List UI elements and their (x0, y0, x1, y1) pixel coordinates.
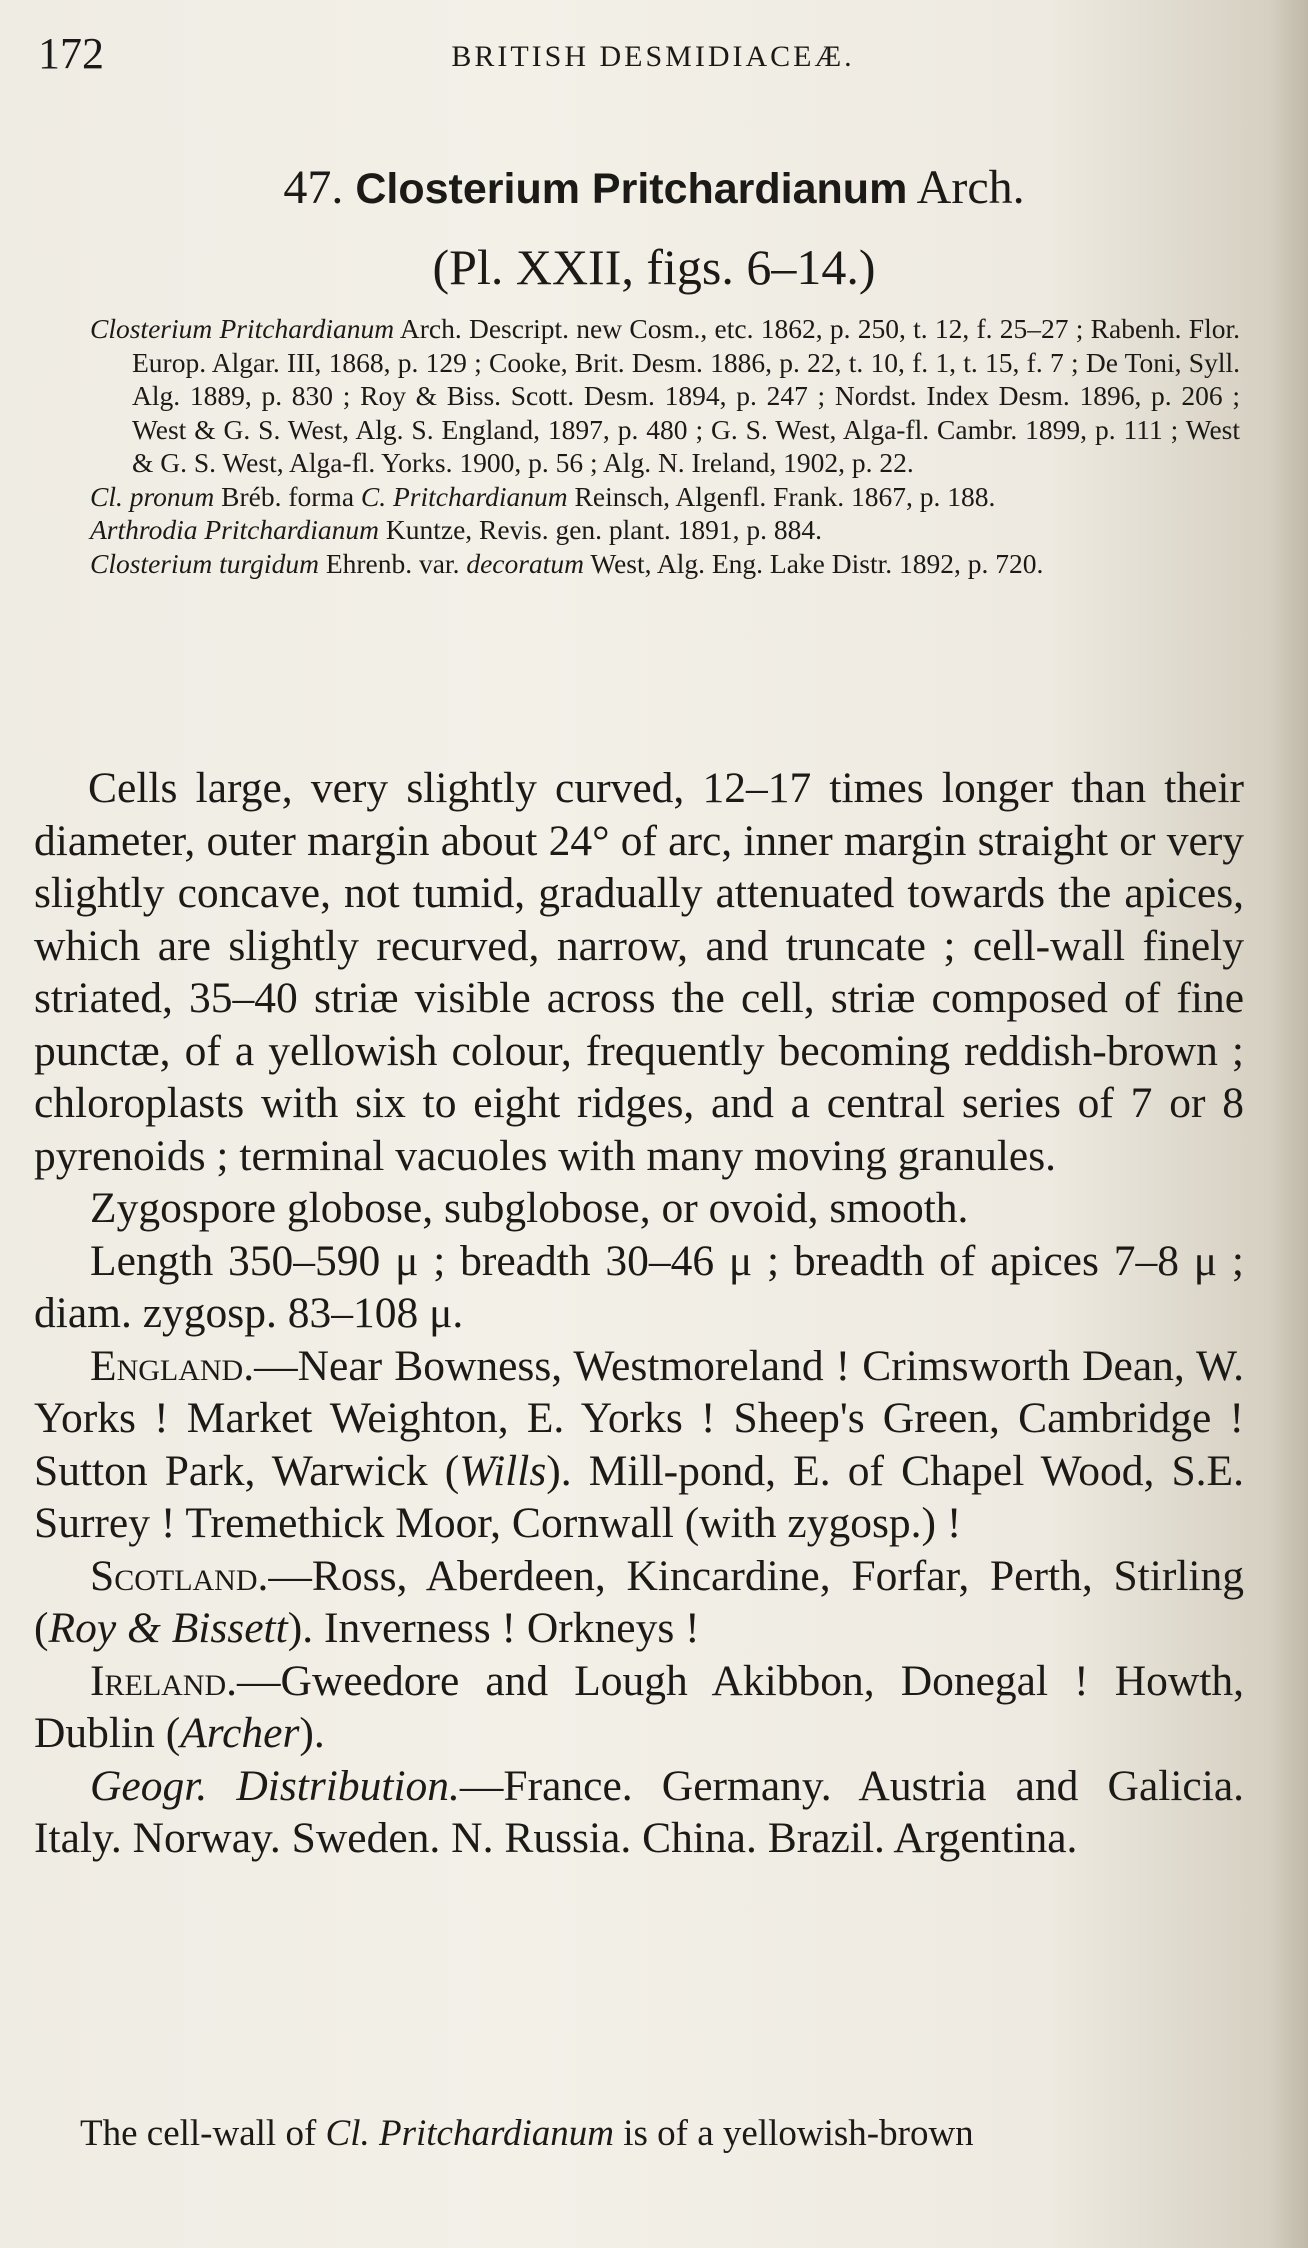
synonym-entry (90, 513, 1240, 547)
plate-reference: (Pl. XXII, figs. 6–14.) (432, 239, 876, 295)
distribution-label: Geogr. Distribution. (90, 1761, 460, 1810)
synonym-taxon: Closterium turgidum (90, 547, 319, 579)
distribution-text: —France. Germany. Austria and Galicia. Italy. Norway. Sweden. N. Russia. China. Brazil. Argentina. (34, 1761, 1245, 1862)
footer-text: is of a yellowish-brown (614, 2113, 974, 2154)
region-text: ). (299, 1709, 325, 1757)
geographic-distribution (34, 1760, 1244, 1865)
synonym-taxon: Arthrodia Pritchardianum (90, 514, 380, 545)
collector-name: Archer (180, 1709, 300, 1757)
footer-text: The cell-wall of (80, 2113, 326, 2154)
scotland-records (34, 1550, 1244, 1655)
synonym-citation: Bréb. forma (214, 480, 361, 512)
description-paragraph: Cells large, very slightly curved, 12–17 times longer than their diameter, outer margin about 24° of arc, inner margin straight or very slightly concave, not tumid, gradually attenuated towards the apices, which are slightly recurved, narrow, and truncate ; cell-wall finely striated, 35–40 striæ visible across the cell, striæ composed of fine punctæ, of a yellowish colour, frequently becoming reddish-brown ; chloroplasts with six to eight ridges, and a central series of 7 or 8 pyrenoids ; terminal vacuoles with many moving granules. (34, 764, 1244, 1180)
page-number: 172 (38, 29, 104, 78)
synonym-taxon: decoratum (466, 547, 584, 579)
region-text: —Gweedore and Lough Akibbon, Donegal ! Howth, Dublin ( (34, 1656, 1244, 1757)
synonym-citation: Ehrenb. var. (318, 547, 467, 579)
synonym-entry (90, 312, 1240, 480)
synonym-citation: West, Alg. Eng. Lake Distr. 1892, p. 720. (583, 547, 1044, 579)
region-text: ). Mill-pond, E. of Chapel Wood, S.E. Surrey ! Tremethick Moor, Cornwall (with zygosp.) ! (34, 1446, 1244, 1547)
synonymy-list (90, 312, 1240, 580)
synonym-entry (90, 480, 1240, 514)
continuation-line (40, 2112, 1280, 2155)
synonym-taxon: Cl. pronum (90, 480, 215, 512)
synonym-citation: Kuntze, Revis. gen. plant. 1891, p. 884. (379, 514, 823, 545)
zygospore-paragraph: Zygospore globose, subglobose, or ovoid, smooth. (90, 1184, 969, 1232)
region-text: —Ross, Aberdeen, Kincardine, Forfar, Perth, Stirling ( (34, 1551, 1244, 1652)
region-label: Scotland. (90, 1551, 269, 1600)
species-title (0, 160, 1308, 215)
species-number: 47. (283, 161, 344, 214)
species-author: Arch. (916, 161, 1025, 214)
ireland-records (34, 1655, 1244, 1760)
collector-name: Wills (459, 1446, 547, 1495)
footer-taxon: Cl. Pritchardianum (325, 2113, 614, 2154)
page-header (38, 28, 1268, 88)
synonym-citation: Arch. Descript. new Cosm., etc. 1862, p. 250, t. 12, f. 25–27 ; Rabenh. Flor. Europ. Algar. III, 1868, p. 129 ; Cooke, Brit. Desm. 1886, p. 22, t. 10, f. 1, t. 15, f. 7 ; De Toni, Syll. Alg. 1889, p. 830 ; Roy & Biss. Scott. Desm. 1894, p. 247 ; Nordst. Index Desm. 1896, p. 206 ; West & G. S. West, Alg. S. England, 1897, p. 480 ; G. S. West, Alga-fl. Cambr. 1899, p. 111 ; West & G. S. West, Alga-fl. Yorks. 1900, p. 56 ; Alg. N. Ireland, 1902, p. 22. (132, 313, 1240, 478)
region-text: ). Inverness ! Orkneys ! (287, 1604, 700, 1652)
region-text: —Near Bowness, Westmoreland ! Crimsworth Dean, W. Yorks ! Market Weighton, E. Yorks ! Sheep's Green, Cambridge ! Sutton Park, Warwick ( (34, 1341, 1244, 1495)
collector-name: Roy & Bissett (48, 1604, 288, 1652)
species-body (34, 762, 1244, 1865)
running-head: BRITISH DESMIDIACEÆ. (451, 40, 855, 73)
synonym-entry (90, 547, 1240, 581)
synonym-taxon: Closterium Pritchardianum (90, 313, 395, 344)
region-label: Ireland. (90, 1656, 238, 1705)
region-label: England. (90, 1341, 255, 1390)
species-name: Closterium Pritchardianum (355, 165, 908, 213)
synonym-citation: Reinsch, Algenfl. Frank. 1867, p. 188. (567, 480, 996, 512)
england-records (34, 1340, 1244, 1550)
synonym-taxon: C. Pritchardianum (360, 480, 568, 512)
measurements-paragraph: Length 350–590 μ ; breadth 30–46 μ ; breadth of apices 7–8 μ ; diam. zygosp. 83–108 μ. (34, 1236, 1244, 1337)
